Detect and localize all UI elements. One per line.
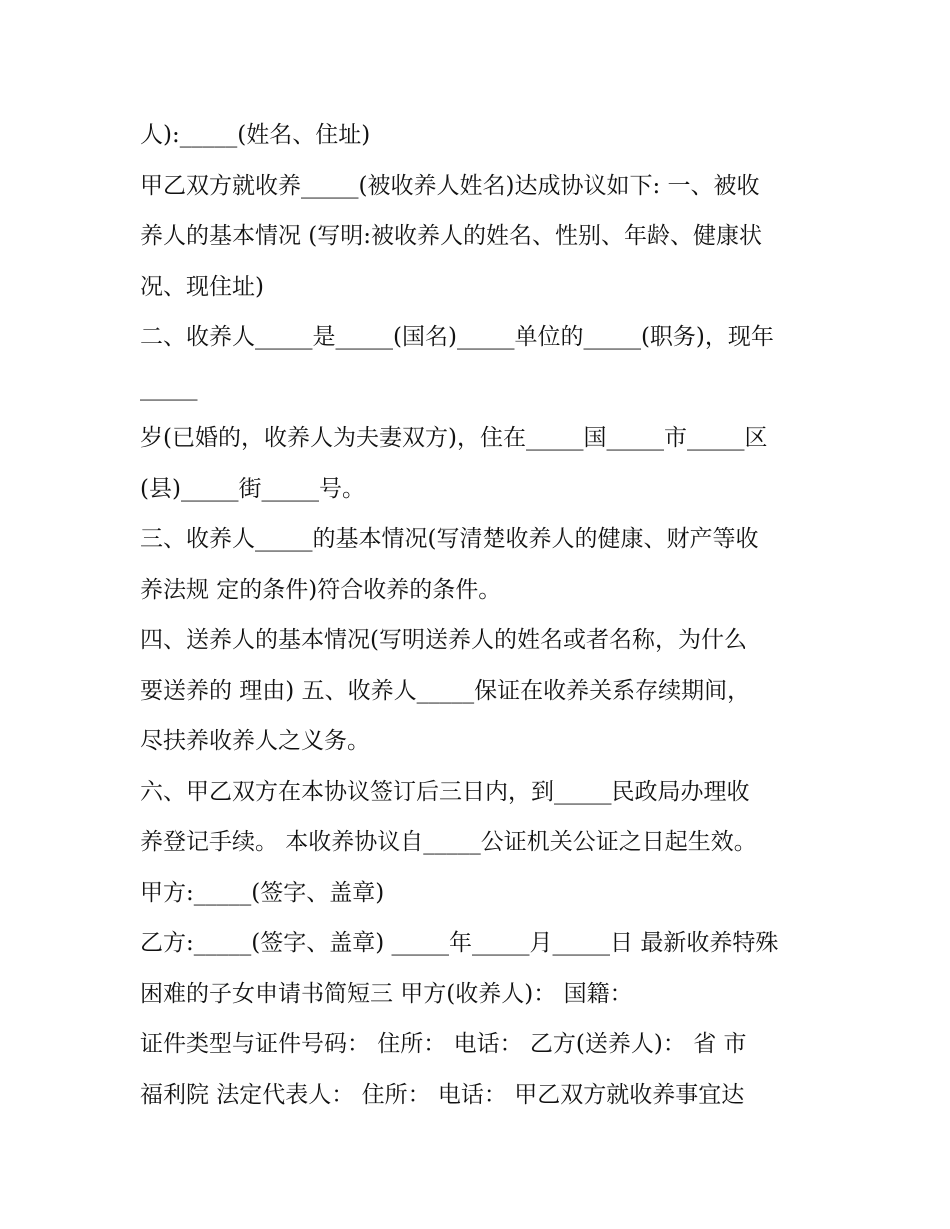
text-line-16: 甲方:_____(签字、盖章) <box>140 879 385 906</box>
text-line-6: _____ <box>140 374 198 401</box>
text-line-1: 人):_____(姓名、住址) <box>140 122 371 148</box>
text-line-9: 三、收养人_____的基本情况(写清楚收养人的健康、财产等收 <box>140 526 759 552</box>
text-line-10: 养法规 定的条件)符合收养的条件。 <box>140 576 502 603</box>
text-line-19: 证件类型与证件号码： 住所： 电话： 乙方(送养人)： 省 市 <box>140 1031 747 1057</box>
text-line-11: 四、送养人的基本情况(写明送养人的姓名或者名称，为什么 <box>140 627 747 653</box>
text-line-17: 乙方:_____(签字、盖章) _____年_____月_____日 最新收养特殊 <box>140 930 779 956</box>
text-line-3: 养人的基本情况 (写明:被收养人的姓名、性别、年龄、健康状 <box>140 223 763 249</box>
text-line-2: 甲乙双方就收养_____(被收养人姓名)达成协议如下: 一、被收 <box>140 172 760 199</box>
text-line-7: 岁(已婚的，收养人为夫妻双方)，住在_____国_____市_____区 <box>140 425 768 451</box>
text-line-5: 二、收养人_____是_____(国名)_____单位的_____(职务)，现年 <box>140 324 774 350</box>
text-line-14: 六、甲乙双方在本协议签订后三日内，到_____民政局办理收 <box>140 778 750 805</box>
text-line-4: 况、现住址) <box>140 273 264 300</box>
document-body <box>140 110 820 1120</box>
text-line-8: (县)_____街_____号。 <box>140 475 365 502</box>
text-line-18: 困难的子女申请书简短三 甲方(收养人)： 国籍： <box>140 980 633 1007</box>
text-line-13: 尽扶养收养人之义务。 <box>140 728 370 754</box>
text-line-12: 要送养的 理由) 五、收养人_____保证在收养关系存续期间， <box>140 677 751 704</box>
text-line-15: 养登记手续。 本收养协议自_____公证机关公证之日起生效。 <box>140 829 757 855</box>
text-line-20: 福利院 法定代表人： 住所： 电话： 甲乙双方就收养事宜达 <box>140 1081 745 1108</box>
